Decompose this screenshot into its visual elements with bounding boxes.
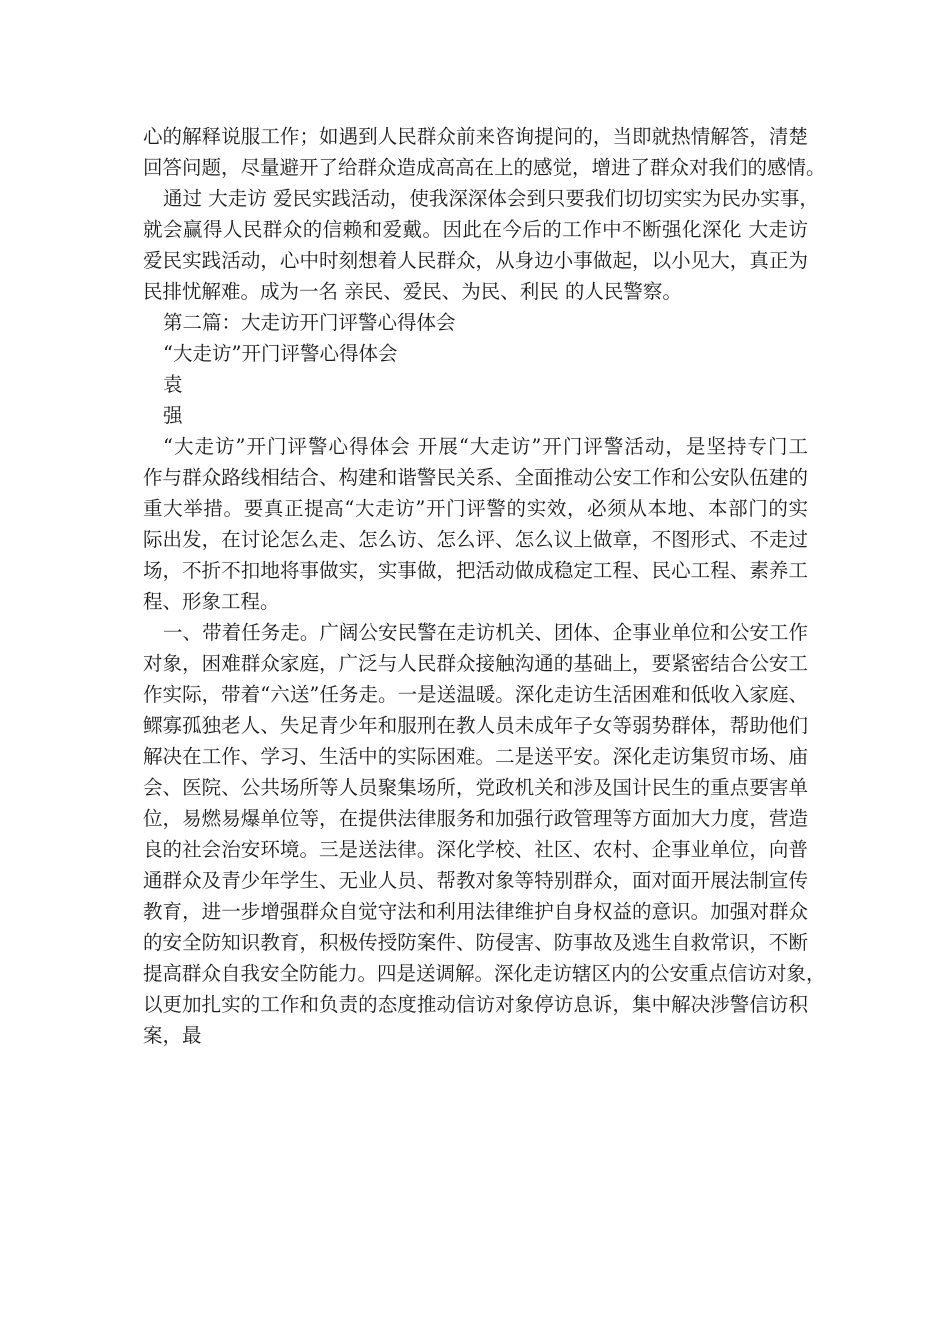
text-line: 提高群众自我安全防能力。四是送调解。深化走访辖区内的公安重点信访对象， <box>143 962 826 985</box>
text-line: 作与群众路线相结合、构建和谐警民关系、全面推动公安工作和公安队伍建的 <box>143 466 808 489</box>
text-line: 重大举措。要真正提高“大走访”开门评警的实效，必须从本地、本部门的实 <box>143 497 808 520</box>
text-line: 第二篇：大走访开门评警心得体会 <box>163 311 456 334</box>
text-line: 教育，进一步增强群众自觉守法和利用法律维护自身权益的意识。加强对群众 <box>143 900 808 923</box>
document-body <box>143 121 826 1051</box>
text-line: “大走访”开门评警心得体会 <box>163 342 398 365</box>
text-line: 爱民实践活动，心中时刻想着人民群众，从身边小事做起，以小见大，真正为 <box>143 249 808 272</box>
text-line: 通群众及青少年学生、无业人员、帮教对象等特别群众，面对面开展法制宣传 <box>143 869 808 892</box>
text-line: 案，最 <box>143 1024 202 1047</box>
text-line: 的安全防知识教育，积极传授防案件、防侵害、防事故及逃生自救常识，不断 <box>143 931 808 954</box>
text-line: 际出发，在讨论怎么走、怎么访、怎么评、怎么议上做章，不图形式、不走过 <box>143 528 808 551</box>
text-line: 场，不折不扣地将事做实，实事做，把活动做成稳定工程、民心工程、素养工 <box>143 559 808 582</box>
text-line: “大走访”开门评警心得体会 开展“大走访”开门评警活动，是坚持专门工 <box>163 435 808 458</box>
text-line: 良的社会治安环境。三是送法律。深化学校、社区、农村、企事业单位，向普 <box>143 838 808 861</box>
text-line: 作实际，带着“六送”任务走。一是送温暖。深化走访生活困难和低收入家庭、 <box>143 683 808 706</box>
text-line: 通过 大走访 爱民实践活动，使我深深体会到只要我们切切实实为民办实事， <box>163 187 819 210</box>
text-line: 强 <box>163 404 183 427</box>
text-line: 对象，困难群众家庭，广泛与人民群众接触沟通的基础上，要紧密结合公安工 <box>143 652 808 675</box>
text-line: 一、带着任务走。广阔公安民警在走访机关、团体、企事业单位和公安工作 <box>163 621 808 644</box>
text-line: 鳏寡孤独老人、失足青少年和服刑在教人员未成年子女等弱势群体，帮助他们 <box>143 714 808 737</box>
text-line: 就会赢得人民群众的信赖和爱戴。因此在今后的工作中不断强化深化 大走访 <box>143 218 808 241</box>
text-line: 民排忧解难。成为一名 亲民、爱民、为民、利民 的人民警察。 <box>143 280 682 303</box>
text-line: 位，易燃易爆单位等，在提供法律服务和加强行政管理等方面加大力度，营造 <box>143 807 808 830</box>
text-line: 回答问题，尽量避开了给群众造成高高在上的感觉，增进了群众对我们的感情。 <box>143 156 826 179</box>
text-line: 程、形象工程。 <box>143 590 280 613</box>
text-line: 以更加扎实的工作和负责的态度推动信访对象停访息诉，集中解决涉警信访积 <box>143 993 808 1016</box>
text-line: 袁 <box>163 373 183 396</box>
text-line: 解决在工作、学习、生活中的实际困难。二是送平安。深化走访集贸市场、庙 <box>143 745 808 768</box>
text-line: 会、医院、公共场所等人员聚集场所，党政机关和涉及国计民生的重点要害单 <box>143 776 808 799</box>
text-line: 心的解释说服工作；如遇到人民群众前来咨询提问的，当即就热情解答，清楚 <box>143 125 808 148</box>
